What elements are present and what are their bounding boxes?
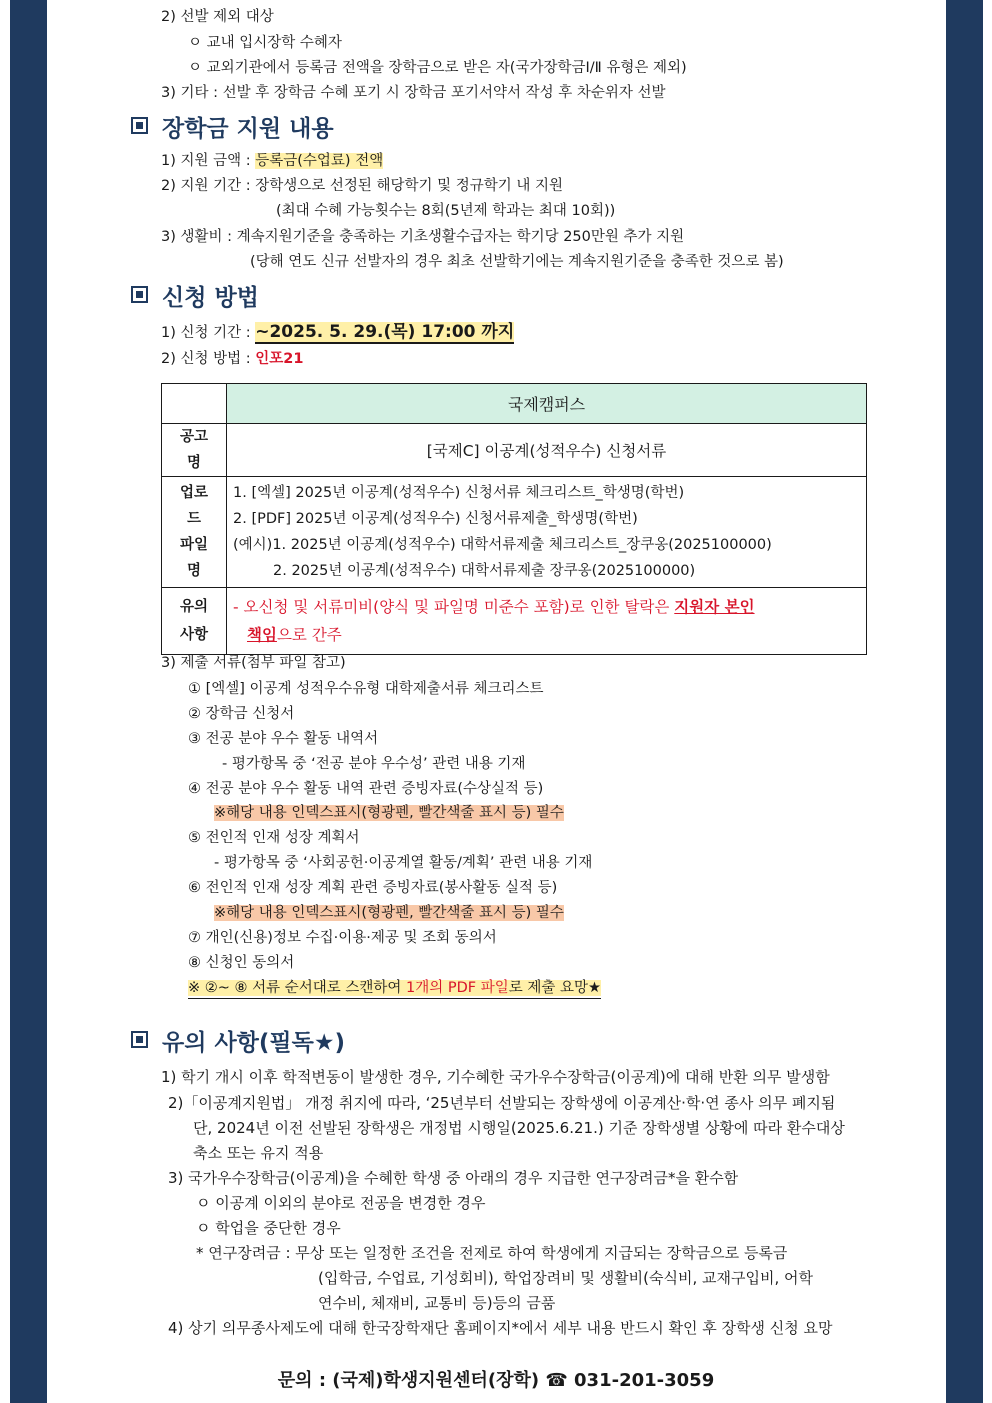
file-example: 2. 2025년 이공계(성적우수) 대학서류제출 장쿠옹(2025100000) bbox=[273, 563, 696, 579]
heading-text: 유의 사항(필독★) bbox=[162, 1030, 345, 1056]
other-note: 3) 기타 : 선발 후 장학금 수혜 포기 시 장학금 포기서약서 작성 후 차순위자 선발 bbox=[161, 85, 666, 101]
support-amount: 1) 지원 금액 : 등록금(수업료) 전액 bbox=[161, 153, 384, 169]
caution-item-cont: 축소 또는 유지 적용 bbox=[193, 1144, 324, 1162]
docs-title: 3) 제출 서류(첨부 파일 참고) bbox=[161, 655, 346, 671]
caution-label: 유의 사항 bbox=[162, 588, 227, 655]
caution-definition-cont: 연수비, 체재비, 교통비 등)등의 금품 bbox=[318, 1294, 556, 1312]
deadline-text: ~2025. 5. 29.(목) 17:00 까지 bbox=[255, 322, 515, 342]
doc-item: ⑥ 전인적 인재 성장 계획 관련 증빙자료(봉사활동 실적 등) bbox=[188, 880, 558, 896]
square-bullet-icon bbox=[131, 286, 148, 303]
left-border-band bbox=[10, 0, 47, 1403]
caution-text: - 오신청 및 서류미비(양식 및 파일명 미준수 포함)로 인한 탈락은 지원자 본인 책임으로 간주 bbox=[227, 588, 867, 655]
application-table bbox=[161, 383, 867, 655]
support-living: 3) 생활비 : 계속지원기준을 충족하는 기초생활수급자는 학기당 250만원 추가 지원 bbox=[161, 229, 685, 245]
notice-label: 공고 명 bbox=[162, 424, 227, 477]
scan-instruction: ※ ②~ ⑧ 서류 순서대로 스캔하여 1개의 PDF 파일로 제출 요망★ bbox=[188, 978, 601, 999]
doc-item: ② 장학금 신청서 bbox=[188, 706, 295, 722]
doc-note-highlight: ※해당 내용 인덱스표시(형광펜, 빨간색줄 표시 등) 필수 bbox=[214, 805, 564, 821]
table-corner-cell bbox=[162, 384, 227, 424]
caution-item: 3) 국가우수장학금(이공계)을 수혜한 학생 중 아래의 경우 지급한 연구장려금*을 환수함 bbox=[168, 1169, 739, 1187]
caution-item-cont: 단, 2024년 이전 선발된 장학생은 개정법 시행일(2025.6.21.) 기준 장학생별 상황에 따라 환수대상 bbox=[193, 1119, 845, 1137]
campus-header: 국제캠퍼스 bbox=[227, 384, 867, 424]
doc-note: - 평가항목 중 ‘사회공헌·이공계열 활동/계획’ 관련 내용 기재 bbox=[214, 855, 593, 871]
doc-item: ⑧ 신청인 동의서 bbox=[188, 955, 295, 971]
contact-info: 문의 : (국제)학생지원센터(장학) ☎ 031-201-3059 bbox=[277, 1370, 715, 1391]
square-bullet-icon bbox=[131, 117, 148, 134]
right-border-band bbox=[946, 0, 983, 1403]
section-heading-apply bbox=[131, 283, 259, 313]
support-living-note: (당해 연도 신규 선발자의 경우 최초 선발학기에는 계속지원기준을 충족한 것으로 봄) bbox=[250, 254, 784, 270]
caution-definition-cont: (입학금, 수업료, 기성회비), 학업장려비 및 생활비(숙식비, 교재구입비, 어학 bbox=[318, 1269, 813, 1287]
notice-value: [국제C] 이공계(성적우수) 신청서류 bbox=[227, 424, 867, 477]
file-example: (예시)1. 2025년 이공계(성적우수) 대학서류제출 체크리스트_장쿠옹(2025100000) bbox=[233, 537, 772, 553]
doc-item: ① [엑셀] 이공계 성적우수유형 대학제출서류 체크리스트 bbox=[188, 681, 544, 697]
upload-label: 업로 드 파일 명 bbox=[162, 477, 227, 588]
caution-item: 1) 학기 개시 이후 학적변동이 발생한 경우, 기수혜한 국가우수장학금(이공계)에 대해 반환 의무 발생함 bbox=[161, 1068, 830, 1086]
upload-file-names bbox=[227, 477, 867, 588]
doc-note-highlight: ※해당 내용 인덱스표시(형광펜, 빨간색줄 표시 등) 필수 bbox=[214, 905, 564, 921]
file-name: 2. [PDF] 2025년 이공계(성적우수) 신청서류제출_학생명(학번) bbox=[233, 511, 638, 527]
heading-text: 신청 방법 bbox=[162, 285, 259, 311]
apply-method: 2) 신청 방법 : 인포21 bbox=[161, 351, 304, 367]
caution-sub: ㅇ 이공계 이외의 분야로 전공을 변경한 경우 bbox=[196, 1194, 486, 1212]
caution-definition: * 연구장려금 : 무상 또는 일정한 조건을 전제로 하여 학생에게 지급되는 장학금으로 등록금 bbox=[196, 1244, 788, 1262]
doc-item: ③ 전공 분야 우수 활동 내역서 bbox=[188, 731, 379, 747]
heading-text: 장학금 지원 내용 bbox=[162, 116, 334, 142]
exclusion-title: 2) 선발 제외 대상 bbox=[161, 9, 274, 25]
doc-note: - 평가항목 중 ‘전공 분야 우수성’ 관련 내용 기재 bbox=[222, 756, 526, 772]
doc-item: ④ 전공 분야 우수 활동 내역 관련 증빙자료(수상실적 등) bbox=[188, 781, 544, 797]
exclusion-item: ㅇ 교내 입시장학 수혜자 bbox=[188, 35, 342, 51]
portal-name: 인포21 bbox=[255, 351, 304, 367]
apply-period: 1) 신청 기간 : ~2025. 5. 29.(목) 17:00 까지 bbox=[161, 322, 515, 342]
doc-item: ⑤ 전인적 인재 성장 계획서 bbox=[188, 830, 360, 846]
caution-item: 2)「이공계지원법」 개정 취지에 따라, ‘25년부터 선발되는 장학생에 이공계산·학·연 종사 의무 폐지됨 bbox=[168, 1094, 836, 1112]
doc-item: ⑦ 개인(신용)정보 수집·이용·제공 및 조회 동의서 bbox=[188, 930, 497, 946]
exclusion-item: ㅇ 교외기관에서 등록금 전액을 장학금으로 받은 자(국가장학금Ⅰ/Ⅱ 유형은 제외) bbox=[188, 60, 687, 76]
section-heading-caution bbox=[131, 1028, 345, 1058]
support-period-note: (최대 수혜 가능횟수는 8회(5년제 학과는 최대 10회)) bbox=[276, 203, 616, 219]
support-period: 2) 지원 기간 : 장학생으로 선정된 해당학기 및 정규학기 내 지원 bbox=[161, 178, 564, 194]
caution-item: 4) 상기 의무종사제도에 대해 한국장학재단 홈페이지*에서 세부 내용 반드시 확인 후 장학생 신청 요망 bbox=[168, 1319, 833, 1337]
square-bullet-icon bbox=[131, 1031, 148, 1048]
section-heading-support bbox=[131, 114, 334, 144]
file-name: 1. [엑셀] 2025년 이공계(성적우수) 신청서류 체크리스트_학생명(학번) bbox=[233, 485, 685, 501]
caution-sub: ㅇ 학업을 중단한 경우 bbox=[196, 1219, 341, 1237]
